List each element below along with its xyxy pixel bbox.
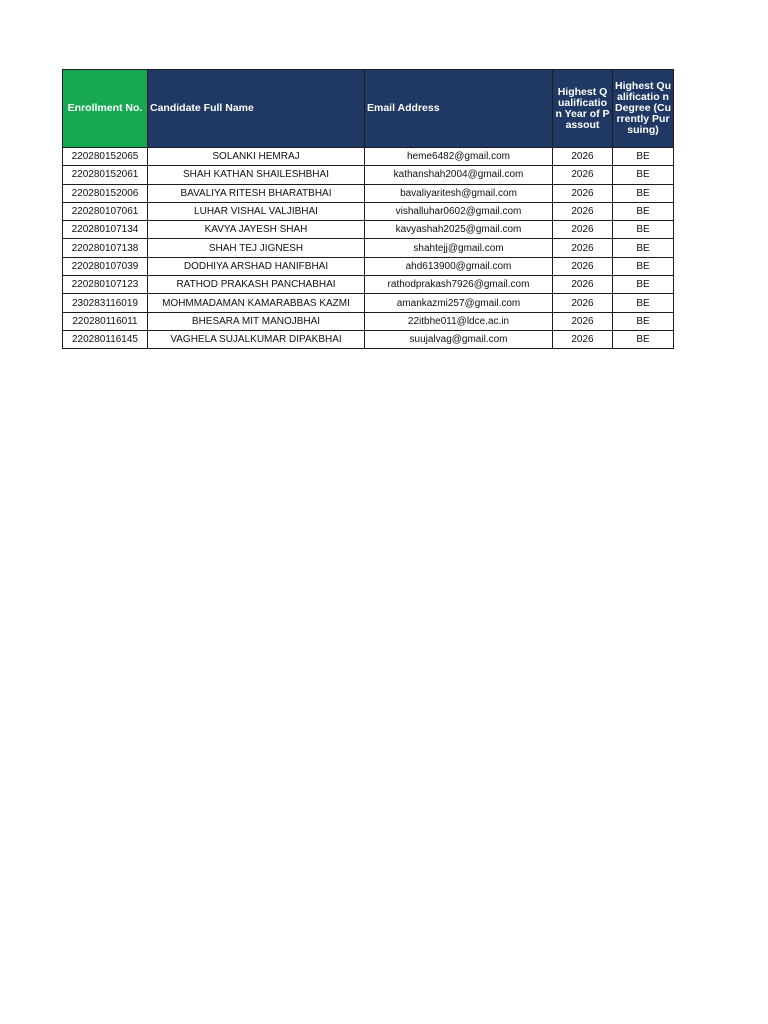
candidate-table [62,69,674,349]
table-row [63,294,674,312]
table-row [63,148,674,166]
header-email-address: Email Address [365,70,553,148]
enrollment-cell: 230283116019 [63,294,148,312]
name-cell: VAGHELA SUJALKUMAR DIPAKBHAI [148,330,365,348]
name-cell: KAVYA JAYESH SHAH [148,221,365,239]
degree-cell: BE [613,294,674,312]
email-cell: amankazmi257@gmail.com [365,294,553,312]
enrollment-cell: 220280107061 [63,202,148,220]
header-passout-year: Highest Qualificatio n Year of Passout [553,70,613,148]
enrollment-cell: 220280107123 [63,276,148,294]
degree-cell: BE [613,276,674,294]
email-cell: kathanshah2004@gmail.com [365,166,553,184]
enrollment-cell: 220280152006 [63,184,148,202]
table-row [63,276,674,294]
table-row [63,202,674,220]
name-cell: RATHOD PRAKASH PANCHABHAI [148,276,365,294]
passout-year-cell: 2026 [553,148,613,166]
enrollment-cell: 220280152065 [63,148,148,166]
passout-year-cell: 2026 [553,330,613,348]
degree-cell: BE [613,257,674,275]
enrollment-cell: 220280107039 [63,257,148,275]
candidate-sheet [62,69,673,349]
degree-cell: BE [613,202,674,220]
degree-cell: BE [613,330,674,348]
header-degree: Highest Qualificatio n Degree (Currently Pursuing) [613,70,674,148]
email-cell: suujalvag@gmail.com [365,330,553,348]
table-row [63,257,674,275]
email-cell: vishalluhar0602@gmail.com [365,202,553,220]
header-enrollment-no: Enrollment No. [63,70,148,148]
name-cell: MOHMMADAMAN KAMARABBAS KAZMI [148,294,365,312]
email-cell: bavaliyaritesh@gmail.com [365,184,553,202]
passout-year-cell: 2026 [553,184,613,202]
passout-year-cell: 2026 [553,221,613,239]
enrollment-cell: 220280116145 [63,330,148,348]
degree-cell: BE [613,221,674,239]
degree-cell: BE [613,148,674,166]
passout-year-cell: 2026 [553,202,613,220]
name-cell: LUHAR VISHAL VALJIBHAI [148,202,365,220]
passout-year-cell: 2026 [553,166,613,184]
passout-year-cell: 2026 [553,294,613,312]
table-header [63,70,674,148]
table-row [63,330,674,348]
passout-year-cell: 2026 [553,257,613,275]
table-row [63,166,674,184]
passout-year-cell: 2026 [553,239,613,257]
header-row [63,70,674,148]
table-row [63,184,674,202]
enrollment-cell: 220280107134 [63,221,148,239]
name-cell: SHAH TEJ JIGNESH [148,239,365,257]
email-cell: kavyashah2025@gmail.com [365,221,553,239]
enrollment-cell: 220280116011 [63,312,148,330]
degree-cell: BE [613,312,674,330]
email-cell: heme6482@gmail.com [365,148,553,166]
email-cell: shahtejj@gmail.com [365,239,553,257]
header-candidate-full-name: Candidate Full Name [148,70,365,148]
degree-cell: BE [613,184,674,202]
email-cell: rathodprakash7926@gmail.com [365,276,553,294]
name-cell: DODHIYA ARSHAD HANIFBHAI [148,257,365,275]
enrollment-cell: 220280152061 [63,166,148,184]
table-row [63,312,674,330]
degree-cell: BE [613,166,674,184]
enrollment-cell: 220280107138 [63,239,148,257]
degree-cell: BE [613,239,674,257]
table-row [63,221,674,239]
name-cell: SHAH KATHAN SHAILESHBHAI [148,166,365,184]
passout-year-cell: 2026 [553,276,613,294]
name-cell: BHESARA MIT MANOJBHAI [148,312,365,330]
passout-year-cell: 2026 [553,312,613,330]
email-cell: 22itbhe011@ldce.ac.in [365,312,553,330]
table-row [63,239,674,257]
name-cell: SOLANKI HEMRAJ [148,148,365,166]
table-body [63,148,674,349]
email-cell: ahd613900@gmail.com [365,257,553,275]
name-cell: BAVALIYA RITESH BHARATBHAI [148,184,365,202]
